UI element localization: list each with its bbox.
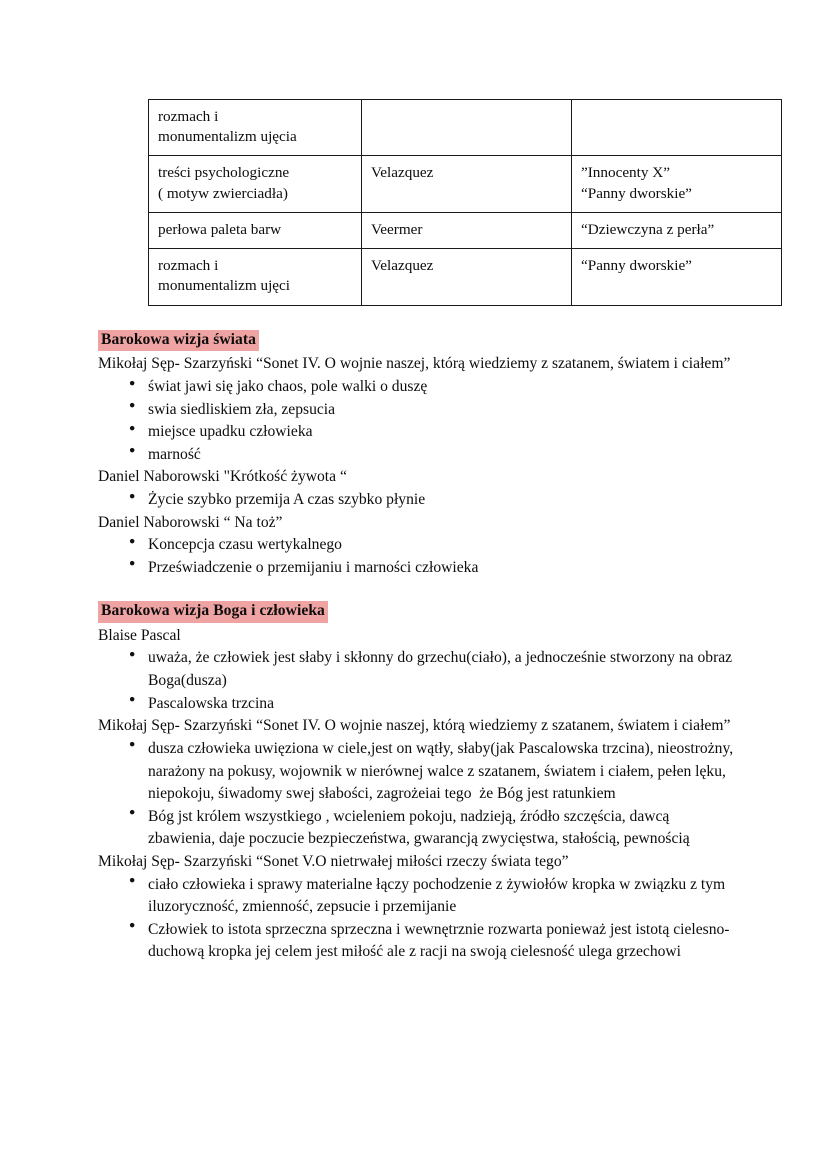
artist-name: Veermer: [371, 220, 423, 238]
table-body: [149, 100, 782, 306]
bullet-list: [98, 534, 738, 579]
work-line-1: “Panny dworskie”: [581, 257, 692, 275]
artist-name: Velazquez: [371, 257, 434, 275]
feature-line-1: rozmach i: [158, 108, 219, 125]
comparison-table: [148, 99, 782, 306]
section-heading-barokowa-wizja-swiata: Barokowa wizja świata: [98, 330, 259, 351]
bullet-list: [98, 489, 738, 512]
table-row: [149, 156, 782, 212]
list-item: ● Życie szybko przemija A czas szybko płynie: [98, 489, 738, 512]
list-item: ● miejsce upadku człowieka: [98, 421, 738, 444]
bullet-list: [98, 874, 738, 964]
list-item: ● dusza człowieka uwięziona w ciele,jest on wątły, słaby(jak Pascalowska trzcina), nieostrożny, narażony na pokusy, wojownik w nierównej walce z szatanem, światem i ciałem, pełen lęku, niepokoju, śiwadomy swej słabości, zagrożeiai tego że Bóg jest ratunkiem: [98, 738, 738, 806]
list-item: ● Koncepcja czasu wertykalnego: [98, 534, 738, 557]
feature-line-2: monumentalizm ujęcia: [158, 128, 297, 146]
artist-name: Velazquez: [371, 164, 434, 182]
document-content: [98, 330, 738, 964]
table-cell-works: [572, 212, 782, 248]
source-reference: Mikołaj Sęp- Szarzyński “Sonet V.O nietrwałej miłości rzeczy świata tego”: [98, 852, 569, 870]
list-item: ● świat jawi się jako chaos, pole walki o duszę: [98, 376, 738, 399]
source-reference: Mikołaj Sęp- Szarzyński “Sonet IV. O wojnie naszej, którą wiedziemy z szatanem, światem i ciałem”: [98, 355, 731, 373]
table-cell-artist: [362, 100, 572, 156]
list-item: ● Przeświadczenie o przemijaniu i marności człowieka: [98, 557, 738, 580]
table-cell-works: [572, 156, 782, 212]
table-cell-feature: [149, 100, 362, 156]
bullet-list: [98, 376, 738, 466]
bullet-list: [98, 647, 738, 715]
table-cell-feature: [149, 156, 362, 212]
feature-line-2: monumentalizm ujęci: [158, 277, 291, 295]
list-item: ● ciało człowieka i sprawy materialne łączy pochodzenie z żywiołów kropka w związku z tym iluzoryczność, zmienność, zepsucie i przemijanie: [98, 874, 738, 919]
table-cell-works: [572, 100, 782, 156]
list-item: ● Pascalowska trzcina: [98, 693, 738, 716]
table-row: [149, 212, 782, 248]
section-heading-wrap: [98, 330, 738, 351]
work-line-2: “Panny dworskie”: [581, 184, 692, 202]
table-cell-artist: [362, 212, 572, 248]
table-cell-works: [572, 249, 782, 305]
source-reference: Daniel Naborowski "Krótkość żywota “: [98, 468, 347, 486]
bullet-list: [98, 738, 738, 851]
table-cell-artist: [362, 249, 572, 305]
table-cell-artist: [362, 156, 572, 212]
feature-line-1: perłowa paleta barw: [158, 220, 282, 238]
section-heading-barokowa-wizja-boga-i-czlowieka: Barokowa wizja Boga i człowieka: [98, 601, 328, 622]
feature-line-1: rozmach i: [158, 257, 219, 275]
list-item: ● marność: [98, 444, 738, 467]
list-item: ● swia siedliskiem zła, zepsucia: [98, 399, 738, 422]
table-cell-feature: [149, 212, 362, 248]
source-reference: Blaise Pascal: [98, 626, 181, 644]
source-reference: Daniel Naborowski “ Na toż”: [98, 513, 283, 531]
list-item: ● uważa, że człowiek jest słaby i skłonny do grzechu(ciało), a jednocześnie stworzony na obraz Boga(dusza): [98, 647, 738, 692]
list-item: ● Bóg jst królem wszystkiego , wcieleniem pokoju, nadzieją, źródło szczęścia, dawcą zbawienia, daje poczucie bezpieczeństwa, gwarancją zwycięstwa, stałością, pewnością: [98, 806, 738, 851]
work-line-1: ”Innocenty X”: [581, 164, 670, 182]
section-heading-wrap: [98, 601, 738, 622]
feature-line-2: ( motyw zwierciadła): [158, 184, 288, 202]
table-row: [149, 249, 782, 305]
source-reference: Mikołaj Sęp- Szarzyński “Sonet IV. O wojnie naszej, którą wiedziemy z szatanem, światem i ciałem”: [98, 717, 731, 735]
list-item: ● Człowiek to istota sprzeczna sprzeczna i wewnętrznie rozwarta ponieważ jest istotą cielesno-duchową kropka jej celem jest miłość ale z racji na swoją cielesność ulega grzechowi: [98, 919, 738, 964]
feature-line-1: treści psychologiczne: [158, 164, 290, 182]
work-line-1: “Dziewczyna z perła”: [581, 220, 715, 238]
table-cell-feature: [149, 249, 362, 305]
table-row: [149, 100, 782, 156]
